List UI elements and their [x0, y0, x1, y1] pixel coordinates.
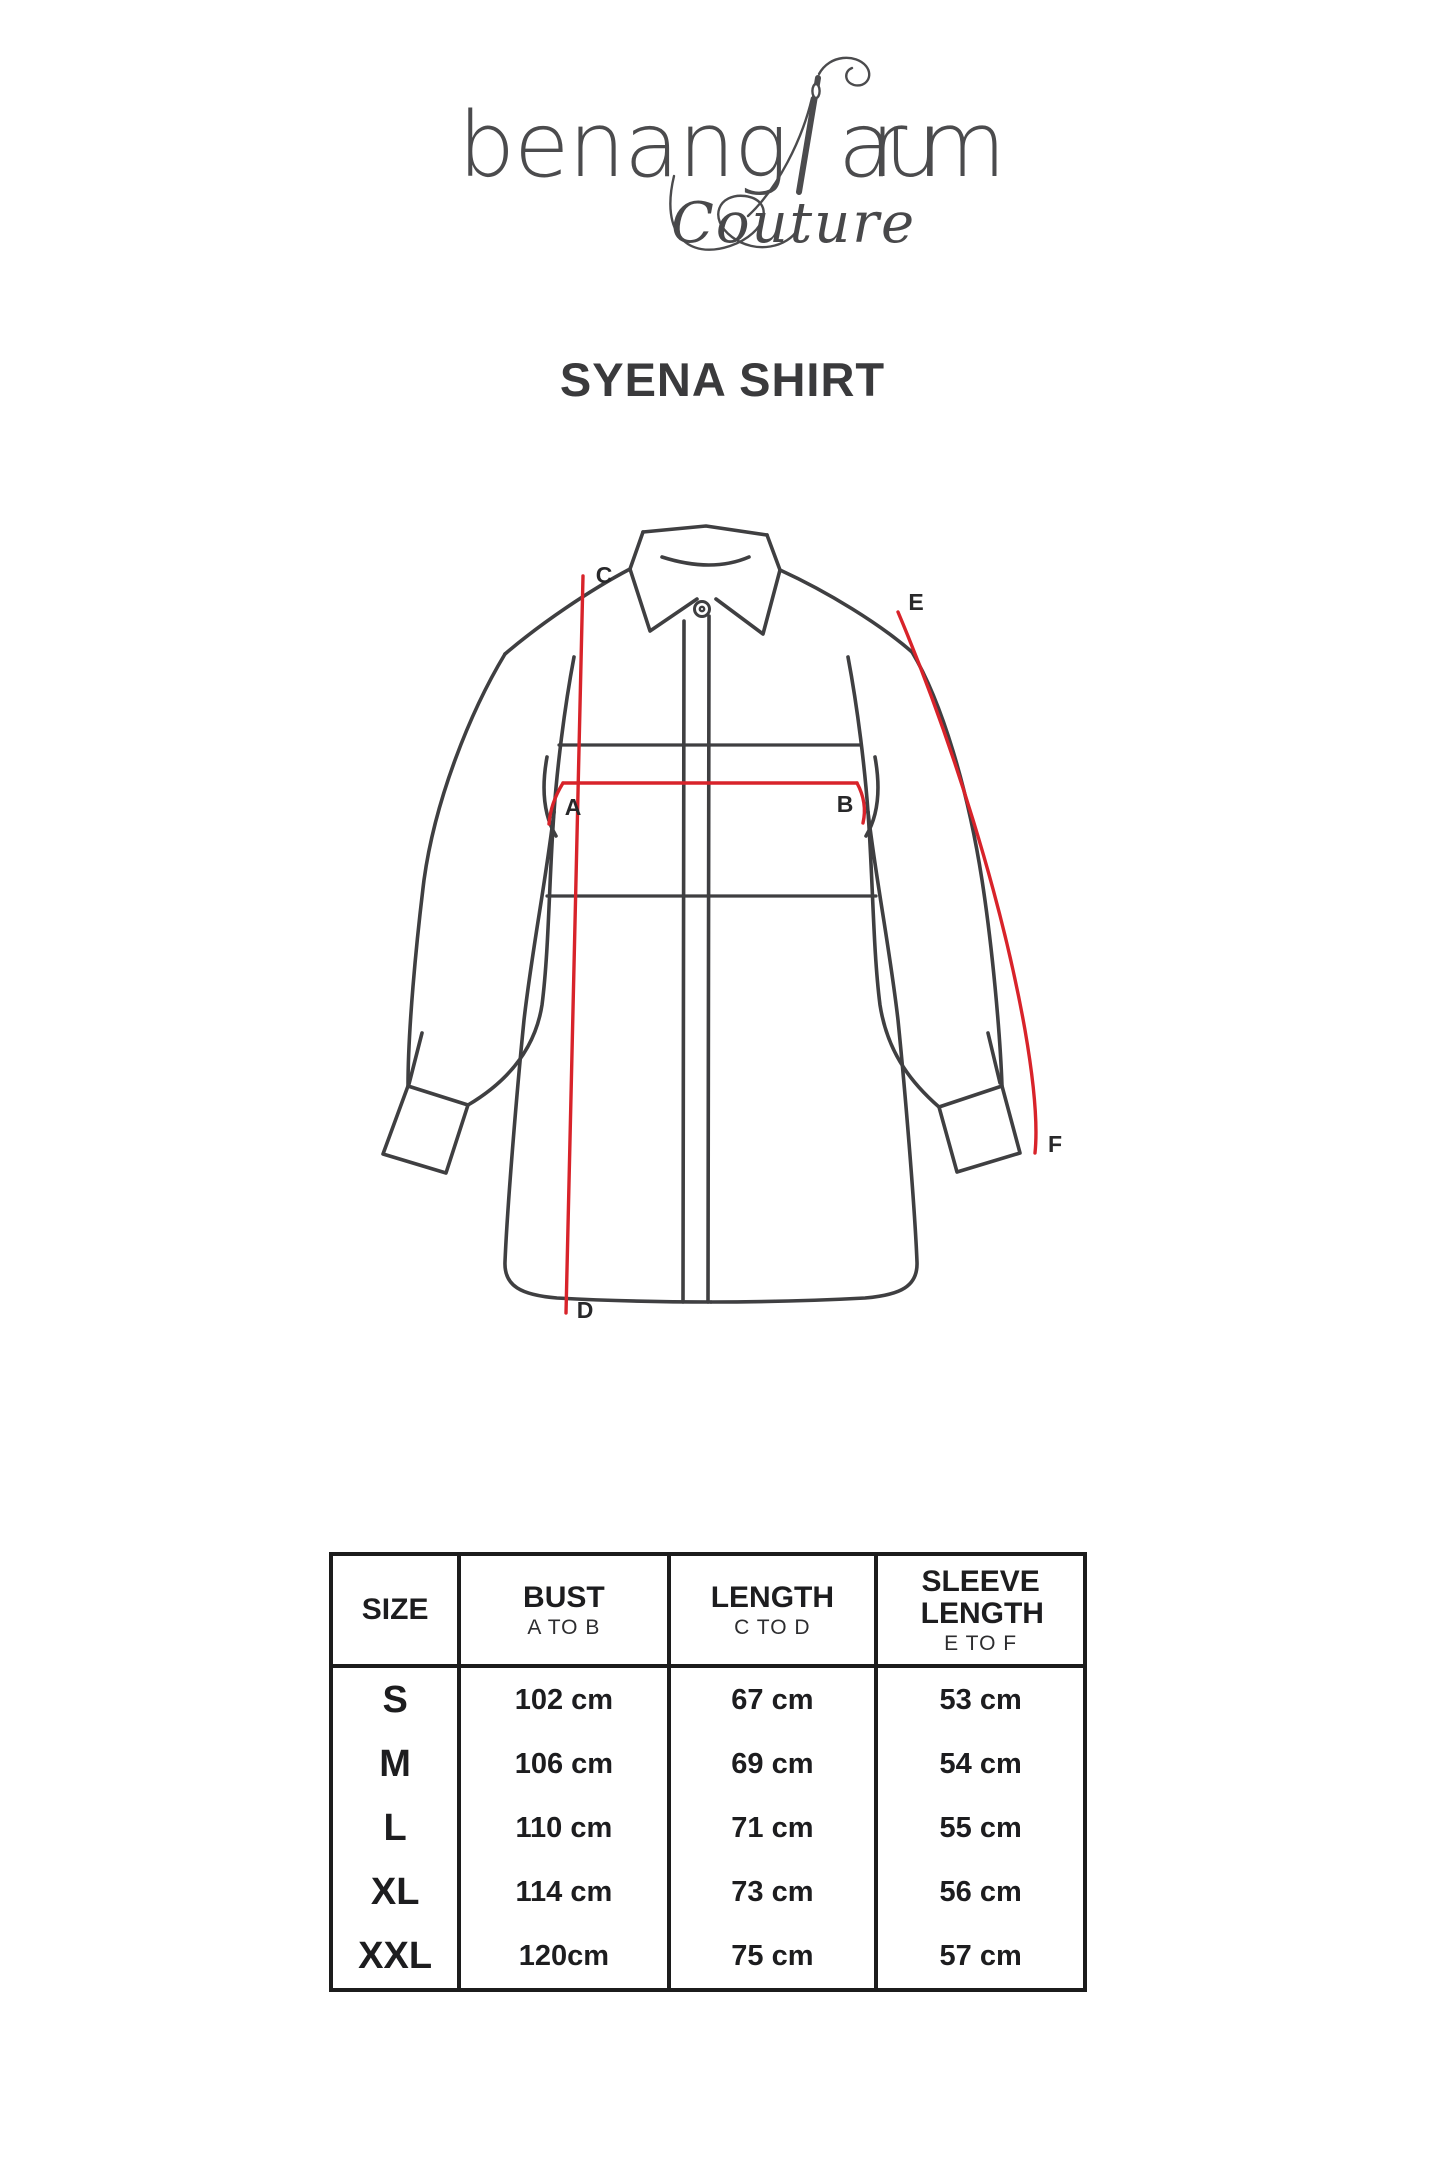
brand-word-arum: arum: [838, 93, 1008, 198]
length-cell: 75 cm: [731, 1939, 814, 1972]
right-shoulder: [780, 570, 912, 652]
bust-measure-tail-b: [857, 783, 864, 823]
bust-cell: 114 cm: [515, 1875, 613, 1908]
length-cell: 71 cm: [731, 1811, 814, 1844]
point-label-a: A: [564, 794, 582, 820]
left-body-edge: [505, 812, 711, 1302]
right-cuff: [939, 1086, 1020, 1172]
left-sleeve-outer: [408, 654, 505, 1086]
point-label-f: F: [1047, 1131, 1063, 1157]
header-sleeve-label: SLEEVE LENGTH: [920, 1565, 1044, 1630]
size-cell: XL: [370, 1870, 420, 1913]
collar-top: [643, 526, 767, 535]
measurement-lines: [549, 576, 1036, 1313]
collar-right-wing: [716, 535, 780, 634]
header-sleeve: [878, 1556, 1083, 1668]
header-length-sub: C TO D: [734, 1616, 811, 1640]
bust-cell: 102 cm: [514, 1683, 614, 1716]
length-column: [671, 1556, 879, 1988]
bust-cell: 110 cm: [515, 1811, 613, 1844]
bust-column: [461, 1556, 670, 1988]
size-cell: XXL: [358, 1934, 433, 1977]
sleeve-cell: 55 cm: [939, 1811, 1022, 1844]
length-cell: 69 cm: [731, 1747, 814, 1780]
size-cell: S: [382, 1678, 408, 1721]
sleeve-cell: 57 cm: [939, 1939, 1022, 1972]
placket-left-line: [683, 621, 684, 1302]
collar-button: [695, 602, 710, 617]
size-column: [333, 1556, 461, 1988]
collar-left-wing: [630, 532, 697, 631]
length-cell: 73 cm: [731, 1875, 814, 1908]
point-label-d: D: [576, 1297, 594, 1323]
point-label-b: B: [836, 791, 854, 817]
header-length-label: LENGTH: [710, 1580, 835, 1614]
right-body-edge: [711, 812, 917, 1302]
sleeve-cell: 56 cm: [939, 1875, 1022, 1908]
size-cell: L: [383, 1806, 407, 1849]
measurement-point-labels: [565, 562, 1062, 1323]
left-cuff: [383, 1086, 468, 1173]
size-chart-table: [329, 1552, 1087, 1992]
size-cell: M: [379, 1742, 411, 1785]
header-bust: [461, 1556, 666, 1668]
collar-button-hole: [700, 607, 704, 611]
header-bust-sub: A TO B: [527, 1616, 601, 1640]
bust-cell: 120cm: [518, 1939, 610, 1972]
sleeve-cell: 54 cm: [939, 1747, 1022, 1780]
sleeve-cell: 53 cm: [939, 1683, 1022, 1716]
header-bust-label: BUST: [523, 1580, 605, 1614]
sleeve-measure-line-e-f: [898, 612, 1036, 1153]
left-sleeve-inner: [468, 812, 554, 1105]
header-length: [671, 1556, 875, 1668]
length-cell: 67 cm: [731, 1683, 814, 1716]
left-armhole-seam: [554, 657, 574, 812]
brand-tagline: Couture: [671, 191, 917, 256]
placket-right-line: [708, 616, 709, 1302]
point-label-c: C: [595, 562, 613, 588]
point-label-e: E: [908, 589, 924, 615]
product-title: SYENA SHIRT: [559, 353, 886, 406]
collar-stand: [662, 557, 749, 565]
shirt-outline: [383, 526, 1020, 1302]
header-size: [333, 1556, 457, 1668]
header-size-label: SIZE: [361, 1593, 429, 1627]
bust-cell: 106 cm: [514, 1747, 614, 1780]
brand-word-benang: benang: [458, 93, 790, 198]
header-sleeve-sub: E TO F: [944, 1632, 1018, 1655]
sleeve-column: [878, 1556, 1083, 1988]
